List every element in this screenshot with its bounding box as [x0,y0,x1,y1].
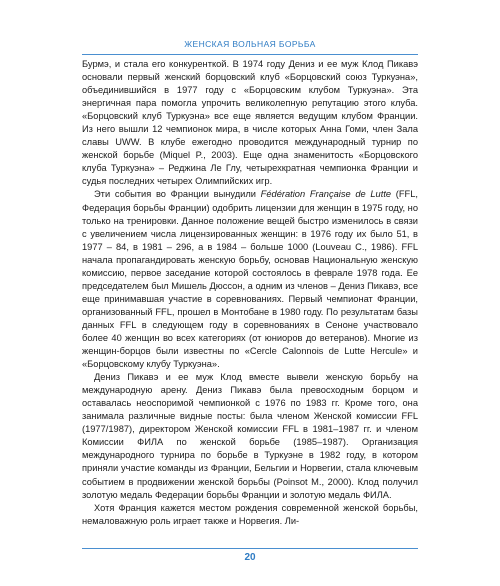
paragraph-4: Хотя Франция кажется местом рождения современной женской борьбы, немаловажную роль играет также и Норвегия. Ли- [82,502,418,526]
paragraph-2 [82,188,418,371]
paragraph-2-text-start: Эти события во Франции вынудили [94,189,261,200]
running-header-title: ЖЕНСКАЯ ВОЛЬНАЯ БОРЬБА [184,39,316,49]
paragraph-2-text-rest: (FFL, Федерация борьбы Франции) одобрить лицензии для женщин в 1975 году, но только на тренировки. Данное положение вещей быстро изменилось в связи с увеличением числа лицензированных женщин: в 1976 году их было 51, в 1977 – 84, в 1981 – 296, а в 1984 – больше 1000 (Louveau C., 1986). FFL начала пропагандировать женскую борьбу, основав Национальную женскую комиссию, первое заседание которой состоялось в феврале 1978 года. Ее председателем был Мишель Дюссон, а одним из членов – Дениз Пикавэ, все еще принимавшая участие в соревнованиях. Первый чемпионат Франции, организованный FFL, прошел в Монтобане в 1980 году. По результатам базы данных FFL в следующем году в соревнованиях в Сеноне участвовало более 40 женщин во всех категориях (от юниоров до ветеранов). Многие из женщин-борцов были известны по «Cercle Calonnois de Lutte Hercule» и «Борцовскому клубу Туркуэна». [82,189,418,370]
paragraph-1: Бурмэ, и стала его конкуренткой. В 1974 году Дениз и ее муж Клод Пикавэ основали первый женский борцовский клуб «Борцовский союз Туркуэна», объединившийся в 1977 году с «Борцовским клубом Туркуэна». Эта энергичная пара помогла упрочить великолепную репутацию этого клуба. «Борцовский клуб Туркуэна» все еще является ведущим клубом Франции. Из него вышли 12 чемпионок мира, в числе которых Анна Гоми, член Зала славы UWW. В клубе ежегодно проводится международный турнир по женской борьбе (Miquel P., 2003). Еще одна знаменитость «Борцовского клуба Туркуэна» – Реджина Ле Глу, четырехкратная чемпионка Франции и судья последних четырех Олимпийских игр. [82,59,418,187]
paragraph-3: Дениз Пикавэ и ее муж Клод вместе вывели женскую борьбу на международную арену. Дениз Пикавэ была превосходным борцом и оставалась неоспоримой чемпионкой с 1976 по 1983 гг. Кроме того, она занимала различные видные посты: была членом Женской комиссии FFL (1977/1987), директором Женской комиссии FFL в 1981–1987 гг. и членом Комиссии ФИЛА по женской борьбе (1985–1987). Организация международного турнира по борьбе в Туркуэне в 1982 году, в котором приняли участие команды из Франции, Бельгии и Норвегии, стала ключевым событием в продвижении женской борьбы (Poinsot M., 2000). Клод получил золотую медаль Федерации борьбы Франции и золотую медаль ФИЛА. [82,372,418,500]
footer-rule [82,548,418,549]
page-number: 20 [244,552,256,563]
federation-name-italic: Fédération Française de Lutte [260,189,392,200]
running-header [82,34,418,55]
body-text [82,58,418,528]
